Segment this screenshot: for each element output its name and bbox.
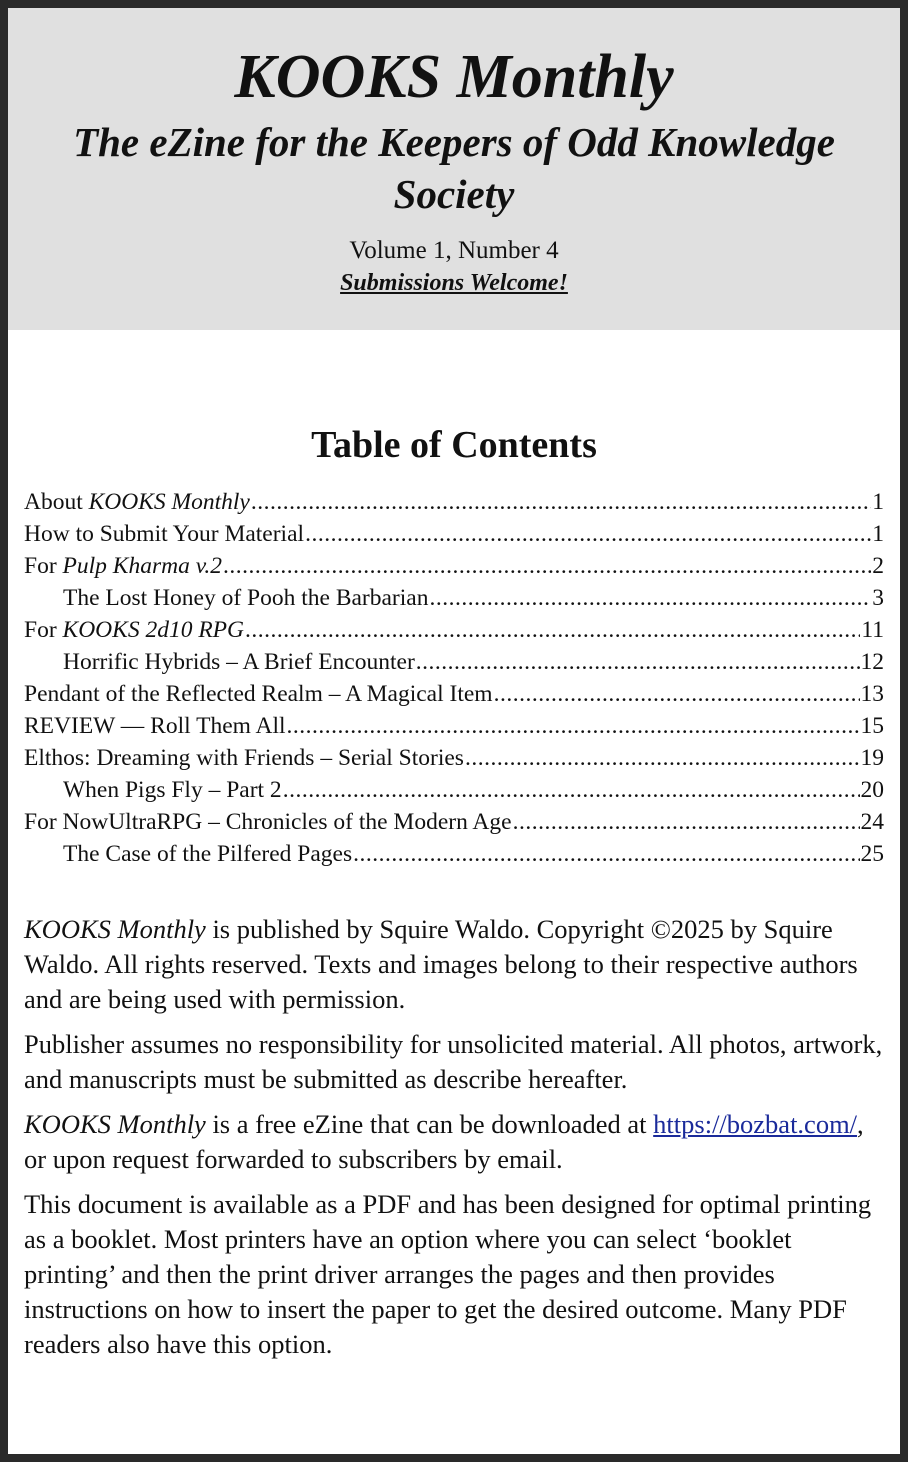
- download-text-end: , or upon request forwarded to subscribers by email.: [24, 1109, 864, 1174]
- publisher-text: is published by Squire Waldo. Copyright ©2025 by Squire Waldo. All rights reserved. Texts and images belong to their respective authors and are being used with permission.: [24, 914, 858, 1014]
- toc-entry-title: [24, 518, 304, 550]
- submissions-text: Submissions Welcome!: [340, 270, 568, 296]
- toc-page-number: 2: [872, 553, 884, 579]
- toc-heading: Table of Contents: [311, 424, 597, 466]
- toc-page-number: 25: [860, 841, 884, 867]
- toc-entry-title: [63, 838, 352, 870]
- toc-entry-label: The Lost Honey of Pooh the Barbarian: [63, 585, 429, 611]
- dot-leader: [305, 518, 871, 550]
- toc-entry-title: [63, 774, 282, 806]
- toc-entry-title: [63, 582, 428, 614]
- toc-entry-label: For NowUltraRPG – Chronicles of the Modern Age: [24, 809, 512, 835]
- toc-entry-italic: KOOKS 2d10 RPG: [62, 617, 245, 643]
- toc-entry-label: Horrific Hybrids – A Brief Encounter: [63, 649, 415, 675]
- table-of-contents: [24, 486, 884, 870]
- dot-leader: [245, 614, 860, 646]
- dot-leader: [465, 742, 860, 774]
- toc-entry-title: [24, 742, 464, 774]
- toc-entry-title: [63, 646, 415, 678]
- toc-entry[interactable]: [24, 710, 884, 742]
- toc-page-number: 20: [860, 777, 884, 803]
- website-link[interactable]: https://bozbat.com/: [653, 1109, 858, 1139]
- toc-entry-label: Elthos: Dreaming with Friends – Serial Stories: [24, 745, 464, 771]
- dot-leader: [429, 582, 871, 614]
- toc-entry-title: [24, 806, 512, 838]
- publication-name: KOOKS Monthly: [24, 1109, 206, 1139]
- toc-entry-label: REVIEW — Roll Them All: [24, 713, 286, 739]
- toc-entry[interactable]: [24, 806, 884, 838]
- page: [8, 8, 900, 1454]
- submissions-notice: [8, 268, 900, 298]
- toc-entry-title: [24, 486, 250, 518]
- masthead: [8, 8, 900, 330]
- toc-entry[interactable]: [24, 774, 884, 806]
- dot-leader: [416, 646, 860, 678]
- dot-leader: [251, 486, 871, 518]
- ezine-subtitle: The eZine for the Keepers of Odd Knowledge Society: [73, 119, 835, 217]
- toc-page-number: 12: [860, 649, 884, 675]
- toc-page-number: 19: [860, 745, 884, 771]
- toc-entry-label: About: [24, 489, 89, 515]
- toc-entry-italic: KOOKS Monthly: [88, 489, 250, 515]
- toc-page-number: 3: [872, 585, 884, 611]
- toc-entry[interactable]: [24, 838, 884, 870]
- disclaimer-paragraph: Publisher assumes no responsibility for unsolicited material. All photos, artwork, and manuscripts must be submitted as describe hereafter.: [24, 1029, 883, 1094]
- toc-page-number: 1: [872, 521, 884, 547]
- toc-entry[interactable]: [24, 742, 884, 774]
- toc-entry-label: How to Submit Your Material: [24, 521, 305, 547]
- toc-entry[interactable]: [24, 518, 884, 550]
- toc-page-number: 11: [861, 617, 884, 643]
- ezine-title: KOOKS Monthly: [234, 43, 674, 111]
- volume-number: Volume 1, Number 4: [349, 237, 559, 264]
- toc-entry[interactable]: [24, 550, 884, 582]
- toc-entry-italic: Pulp Kharma v.2: [62, 553, 223, 579]
- toc-page-number: 1: [872, 489, 884, 515]
- colophon: [24, 912, 886, 1372]
- dot-leader: [287, 710, 860, 742]
- toc-entry-title: [24, 678, 493, 710]
- publication-name: KOOKS Monthly: [24, 914, 206, 944]
- publisher-paragraph: [24, 912, 886, 1017]
- dot-leader: [283, 774, 860, 806]
- dot-leader: [513, 806, 860, 838]
- toc-entry-label: For: [24, 553, 63, 579]
- toc-entry-label: For: [24, 617, 63, 643]
- dot-leader: [223, 550, 871, 582]
- toc-entry-label: When Pigs Fly – Part 2: [63, 777, 282, 803]
- download-text: is a free eZine that can be downloaded at: [205, 1109, 654, 1139]
- toc-entry[interactable]: [24, 646, 884, 678]
- toc-page-number: 24: [860, 809, 884, 835]
- download-paragraph: [24, 1107, 886, 1177]
- dot-leader: [494, 678, 860, 710]
- toc-entry-label: Pendant of the Reflected Realm – A Magical Item: [24, 681, 493, 707]
- toc-page-number: 15: [860, 713, 884, 739]
- toc-entry-title: [24, 710, 286, 742]
- toc-entry-title: [24, 614, 244, 646]
- dot-leader: [353, 838, 859, 870]
- toc-entry-title: [24, 550, 222, 582]
- toc-entry[interactable]: [24, 486, 884, 518]
- toc-entry[interactable]: [24, 614, 884, 646]
- toc-entry[interactable]: [24, 582, 884, 614]
- printing-paragraph: This document is available as a PDF and has been designed for optimal printing as a booklet. Most printers have an option where you can select ‘booklet printing’ and then the print driver arranges the pages and then provides instructions on how to insert the paper to get the desired outcome. Many PDF readers also have this option.: [24, 1189, 872, 1359]
- toc-page-number: 13: [860, 681, 884, 707]
- toc-entry-label: The Case of the Pilfered Pages: [63, 841, 353, 867]
- toc-entry[interactable]: [24, 678, 884, 710]
